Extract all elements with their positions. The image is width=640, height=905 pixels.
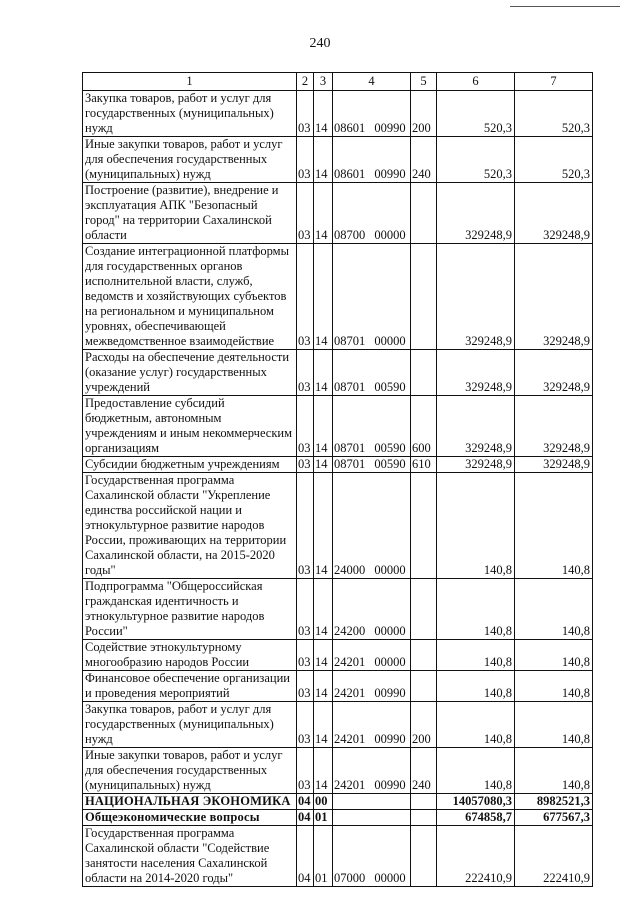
row-target-article-code: 07000 00000 xyxy=(333,826,411,887)
row-amount-2: 222410,9 xyxy=(515,826,593,887)
row-subsection-code: 14 xyxy=(314,748,333,794)
row-section-code: 03 xyxy=(297,748,314,794)
row-amount-1: 329248,9 xyxy=(437,183,515,244)
table-row xyxy=(83,396,593,457)
row-expense-type-code xyxy=(411,473,437,579)
row-expense-type-code xyxy=(411,794,437,810)
table-row xyxy=(83,671,593,702)
row-amount-2: 329248,9 xyxy=(515,396,593,457)
row-amount-2: 8982521,3 xyxy=(515,794,593,810)
row-section-code: 03 xyxy=(297,473,314,579)
table-row xyxy=(83,350,593,396)
row-section-code: 03 xyxy=(297,579,314,640)
row-amount-1: 140,8 xyxy=(437,702,515,748)
row-subsection-code: 14 xyxy=(314,244,333,350)
row-amount-2: 140,8 xyxy=(515,579,593,640)
row-section-code: 04 xyxy=(297,810,314,826)
table-row xyxy=(83,137,593,183)
row-amount-1: 520,3 xyxy=(437,91,515,137)
row-section-code: 03 xyxy=(297,702,314,748)
row-name: Государственная программа Сахалинской области "Содействие занятости населения Сахалинской области на 2014-2020 годы" xyxy=(83,826,297,887)
row-expense-type-code xyxy=(411,826,437,887)
row-subsection-code: 14 xyxy=(314,350,333,396)
row-section-code: 03 xyxy=(297,350,314,396)
row-subsection-code: 14 xyxy=(314,702,333,748)
row-expense-type-code xyxy=(411,350,437,396)
row-target-article-code: 08601 00990 xyxy=(333,137,411,183)
row-target-article-code: 24000 00000 xyxy=(333,473,411,579)
row-amount-2: 329248,9 xyxy=(515,244,593,350)
row-amount-1: 329248,9 xyxy=(437,457,515,473)
row-section-code: 03 xyxy=(297,457,314,473)
table-row xyxy=(83,702,593,748)
row-subsection-code: 14 xyxy=(314,183,333,244)
row-amount-2: 140,8 xyxy=(515,748,593,794)
row-target-article-code: 24201 00000 xyxy=(333,640,411,671)
row-subsection-code: 14 xyxy=(314,91,333,137)
row-name: Содействие этнокультурному многообразию народов России xyxy=(83,640,297,671)
row-amount-1: 140,8 xyxy=(437,640,515,671)
row-target-article-code: 08701 00590 xyxy=(333,396,411,457)
row-target-article-code xyxy=(333,810,411,826)
row-amount-2: 329248,9 xyxy=(515,350,593,396)
row-expense-type-code xyxy=(411,244,437,350)
row-amount-1: 329248,9 xyxy=(437,350,515,396)
row-subsection-code: 14 xyxy=(314,473,333,579)
row-name: Создание интеграционной платформы для государственных органов исполнительной власти, служб, ведомств и хозяйствующих субъектов на региональном и муниципальном уровнях, обеспечивающей межведомственное взаимодействие xyxy=(83,244,297,350)
row-name: Расходы на обеспечение деятельности (оказание услуг) государственных учреждений xyxy=(83,350,297,396)
row-expense-type-code: 240 xyxy=(411,137,437,183)
table-row xyxy=(83,579,593,640)
row-amount-1: 14057080,3 xyxy=(437,794,515,810)
row-section-code: 03 xyxy=(297,671,314,702)
row-amount-2: 520,3 xyxy=(515,91,593,137)
row-section-code: 04 xyxy=(297,826,314,887)
row-name: Иные закупки товаров, работ и услуг для обеспечения государственных (муниципальных) нужд xyxy=(83,748,297,794)
row-target-article-code: 08700 00000 xyxy=(333,183,411,244)
header-row xyxy=(83,73,593,91)
header-col-7: 7 xyxy=(515,73,593,91)
header-col-4: 4 xyxy=(333,73,411,91)
row-name: Закупка товаров, работ и услуг для государственных (муниципальных) нужд xyxy=(83,702,297,748)
row-subsection-code: 01 xyxy=(314,810,333,826)
row-subsection-code: 14 xyxy=(314,396,333,457)
row-expense-type-code xyxy=(411,810,437,826)
row-name: Государственная программа Сахалинской области "Укрепление единства российской нации и этнокультурное развитие народов России, проживающих на территории Сахалинской области, на 2015-2020 годы" xyxy=(83,473,297,579)
row-subsection-code: 14 xyxy=(314,457,333,473)
row-expense-type-code: 200 xyxy=(411,702,437,748)
table-row xyxy=(83,457,593,473)
row-name: Общеэкономические вопросы xyxy=(83,810,297,826)
table-row xyxy=(83,91,593,137)
row-target-article-code: 24201 00990 xyxy=(333,671,411,702)
row-target-article-code: 08701 00000 xyxy=(333,244,411,350)
row-amount-2: 140,8 xyxy=(515,702,593,748)
row-expense-type-code xyxy=(411,640,437,671)
row-section-code: 03 xyxy=(297,396,314,457)
row-amount-2: 520,3 xyxy=(515,137,593,183)
budget-table xyxy=(82,72,593,887)
row-name: Финансовое обеспечение организации и проведения мероприятий xyxy=(83,671,297,702)
table-row xyxy=(83,794,593,810)
row-target-article-code: 24201 00990 xyxy=(333,702,411,748)
table-row xyxy=(83,244,593,350)
row-name: Подпрограмма "Общероссийская гражданская идентичность и этнокультурное развитие народов России" xyxy=(83,579,297,640)
row-name: Иные закупки товаров, работ и услуг для обеспечения государственных (муниципальных) нужд xyxy=(83,137,297,183)
header-col-5: 5 xyxy=(411,73,437,91)
row-target-article-code: 24200 00000 xyxy=(333,579,411,640)
row-subsection-code: 01 xyxy=(314,826,333,887)
header-col-6: 6 xyxy=(437,73,515,91)
table-body xyxy=(83,91,593,887)
row-subsection-code: 14 xyxy=(314,137,333,183)
row-amount-2: 329248,9 xyxy=(515,183,593,244)
row-expense-type-code: 600 xyxy=(411,396,437,457)
table-row xyxy=(83,810,593,826)
row-amount-1: 140,8 xyxy=(437,748,515,794)
row-amount-1: 222410,9 xyxy=(437,826,515,887)
header-col-1: 1 xyxy=(83,73,297,91)
row-section-code: 03 xyxy=(297,244,314,350)
row-section-code: 03 xyxy=(297,91,314,137)
row-amount-1: 329248,9 xyxy=(437,396,515,457)
row-amount-2: 677567,3 xyxy=(515,810,593,826)
row-name: Субсидии бюджетным учреждениям xyxy=(83,457,297,473)
row-subsection-code: 14 xyxy=(314,579,333,640)
row-expense-type-code xyxy=(411,671,437,702)
row-target-article-code: 24201 00990 xyxy=(333,748,411,794)
row-target-article-code: 08701 00590 xyxy=(333,350,411,396)
row-name: Предоставление субсидий бюджетным, автономным учреждениям и иным некоммерческим организациям xyxy=(83,396,297,457)
row-expense-type-code: 200 xyxy=(411,91,437,137)
row-target-article-code: 08601 00990 xyxy=(333,91,411,137)
row-expense-type-code xyxy=(411,579,437,640)
table-row xyxy=(83,748,593,794)
row-subsection-code: 00 xyxy=(314,794,333,810)
row-target-article-code: 08701 00590 xyxy=(333,457,411,473)
row-amount-1: 140,8 xyxy=(437,473,515,579)
table-row xyxy=(83,473,593,579)
row-amount-1: 140,8 xyxy=(437,579,515,640)
row-subsection-code: 14 xyxy=(314,671,333,702)
row-name: НАЦИОНАЛЬНАЯ ЭКОНОМИКА xyxy=(83,794,297,810)
row-name: Построение (развитие), внедрение и эксплуатация АПК "Безопасный город" на территории Сахалинской области xyxy=(83,183,297,244)
table-row xyxy=(83,826,593,887)
table-row xyxy=(83,640,593,671)
row-amount-2: 140,8 xyxy=(515,671,593,702)
row-expense-type-code xyxy=(411,183,437,244)
row-amount-2: 329248,9 xyxy=(515,457,593,473)
row-expense-type-code: 610 xyxy=(411,457,437,473)
row-section-code: 03 xyxy=(297,137,314,183)
header-col-2: 2 xyxy=(297,73,314,91)
row-amount-2: 140,8 xyxy=(515,473,593,579)
row-name: Закупка товаров, работ и услуг для государственных (муниципальных) нужд xyxy=(83,91,297,137)
header-col-3: 3 xyxy=(314,73,333,91)
top-rule xyxy=(510,6,620,7)
row-amount-1: 674858,7 xyxy=(437,810,515,826)
row-amount-1: 520,3 xyxy=(437,137,515,183)
row-section-code: 03 xyxy=(297,640,314,671)
row-target-article-code xyxy=(333,794,411,810)
page-number: 240 xyxy=(309,36,331,51)
row-section-code: 04 xyxy=(297,794,314,810)
row-amount-1: 140,8 xyxy=(437,671,515,702)
row-amount-1: 329248,9 xyxy=(437,244,515,350)
row-subsection-code: 14 xyxy=(314,640,333,671)
row-section-code: 03 xyxy=(297,183,314,244)
row-amount-2: 140,8 xyxy=(515,640,593,671)
table-row xyxy=(83,183,593,244)
row-expense-type-code: 240 xyxy=(411,748,437,794)
